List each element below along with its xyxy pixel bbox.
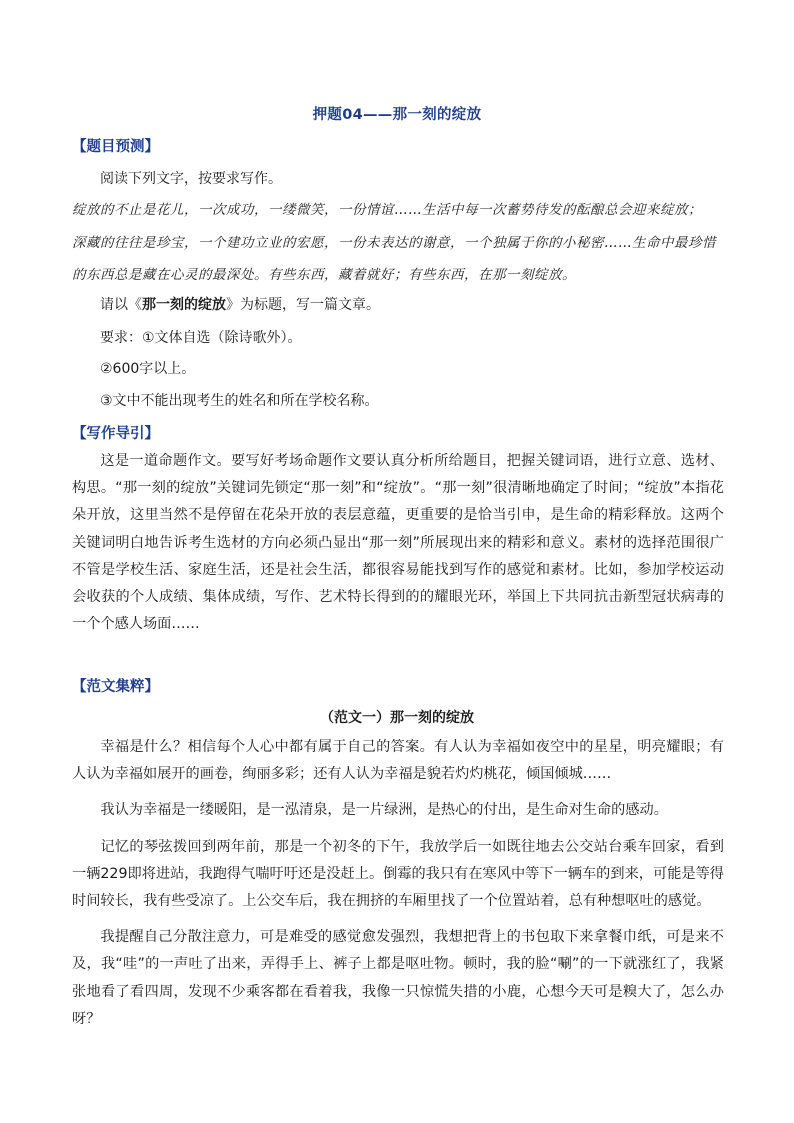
section-samples-heading: 【范文集粹】 bbox=[72, 679, 159, 695]
guide-paragraph bbox=[72, 448, 724, 638]
task-suffix: 》为标题，写一篇文章。 bbox=[226, 297, 380, 313]
page-title: 押题04——那一刻的绽放 bbox=[312, 107, 482, 123]
sample-paragraph: 幸福是什么？相信每个人心中都有属于自己的答案。有人认为幸福如夜空中的星星，明亮耀眼；有人认为幸福如展开的画卷，绚丽多彩；还有人认为幸福是貌若灼灼桃花，倾国倾城…… bbox=[72, 739, 724, 783]
sample-paragraph: 记忆的琴弦拨回到两年前，那是一个初冬的下午，我放学后一如既往地去公交站台乘车回家，看到一辆229即将进站，我跑得气喘吁吁还是没赶上。倒霉的我只有在寒风中等下一辆车的到来，可能是等得时间较长，我有些受凉了。上公交车后，我在拥挤的车厢里找了一个位置站着，总有种想呕吐的感觉。 bbox=[72, 838, 724, 910]
prompt-task bbox=[100, 294, 380, 314]
task-prefix: 请以《 bbox=[100, 297, 142, 313]
sample-title: （范文一）那一刻的绽放 bbox=[320, 710, 474, 726]
guide-text: 这是一道命题作文。要写好考场命题作文要认真分析所给题目，把握关键词语，进行立意、选材、构思。“那一刻的绽放”关键词先锁定“那一刻”和“绽放”。“那一刻”很清晰地确定了时间；“绽放”本指花朵开放，这里当然不是停留在花朵开放的表层意蕴，更重要的是恰当引申，是生命的精彩释放。这两个关键词明白地告诉考生选材的方向必须凸显出“那一刻”所展现出来的精彩和意义。素材的选择范围很广不管是学校生活、家庭生活，还是社会生活，都很容易能找到写作的感觉和素材。比如，参加学校运动会收获的个人成绩、集体成绩，写作、艺术特长得到的的耀眼光环，举国上下共同抗击新型冠状病毒的一个个感人场面…… bbox=[72, 453, 724, 633]
quote-line: 绽放的不止是花儿，一次成功，一缕微笑，一份情谊……生活中每一次蓄势待发的酝酿总会迎来绽放； bbox=[72, 202, 702, 218]
section-guide-heading: 【写作导引】 bbox=[72, 426, 159, 442]
requirement-2: ②600字以上。 bbox=[100, 361, 196, 377]
quote-line: 的东西总是藏在心灵的最深处。有些东西，藏着就好；有些东西，在那一刻绽放。 bbox=[72, 267, 576, 283]
sample-paragraph: 我认为幸福是一缕暖阳，是一泓清泉，是一片绿洲，是热心的付出，是生命对生命的感动。 bbox=[100, 802, 668, 819]
section-prediction-heading: 【题目预测】 bbox=[72, 139, 159, 155]
prompt-instruction: 阅读下列文字，按要求写作。 bbox=[100, 171, 282, 187]
sample-paragraph: 我提醒自己分散注意力，可是难受的感觉愈发强烈，我想把背上的书包取下来拿餐巾纸，可是来不及，我“哇”的一声吐了出来，弄得手上、裤子上都是呕吐物。顿时，我的脸“唰”的一下就涨红了，我紧张地看了看四周，发现不少乘客都在看着我，我像一只惊慌失措的小鹿，心想今天可是糗大了，怎么办呀？ bbox=[72, 929, 724, 1027]
requirement-1: 要求：①文体自选（除诗歌外）。 bbox=[100, 330, 302, 346]
requirement-3: ③文中不能出现考生的姓名和所在学校名称。 bbox=[100, 393, 379, 409]
quote-line: 深藏的往往是珍宝，一个建功立业的宏愿，一份未表达的谢意，一个独属于你的小秘密……生命中最珍惜 bbox=[72, 235, 716, 251]
sample-essay bbox=[72, 734, 724, 1033]
task-title: 那一刻的绽放 bbox=[142, 297, 226, 313]
